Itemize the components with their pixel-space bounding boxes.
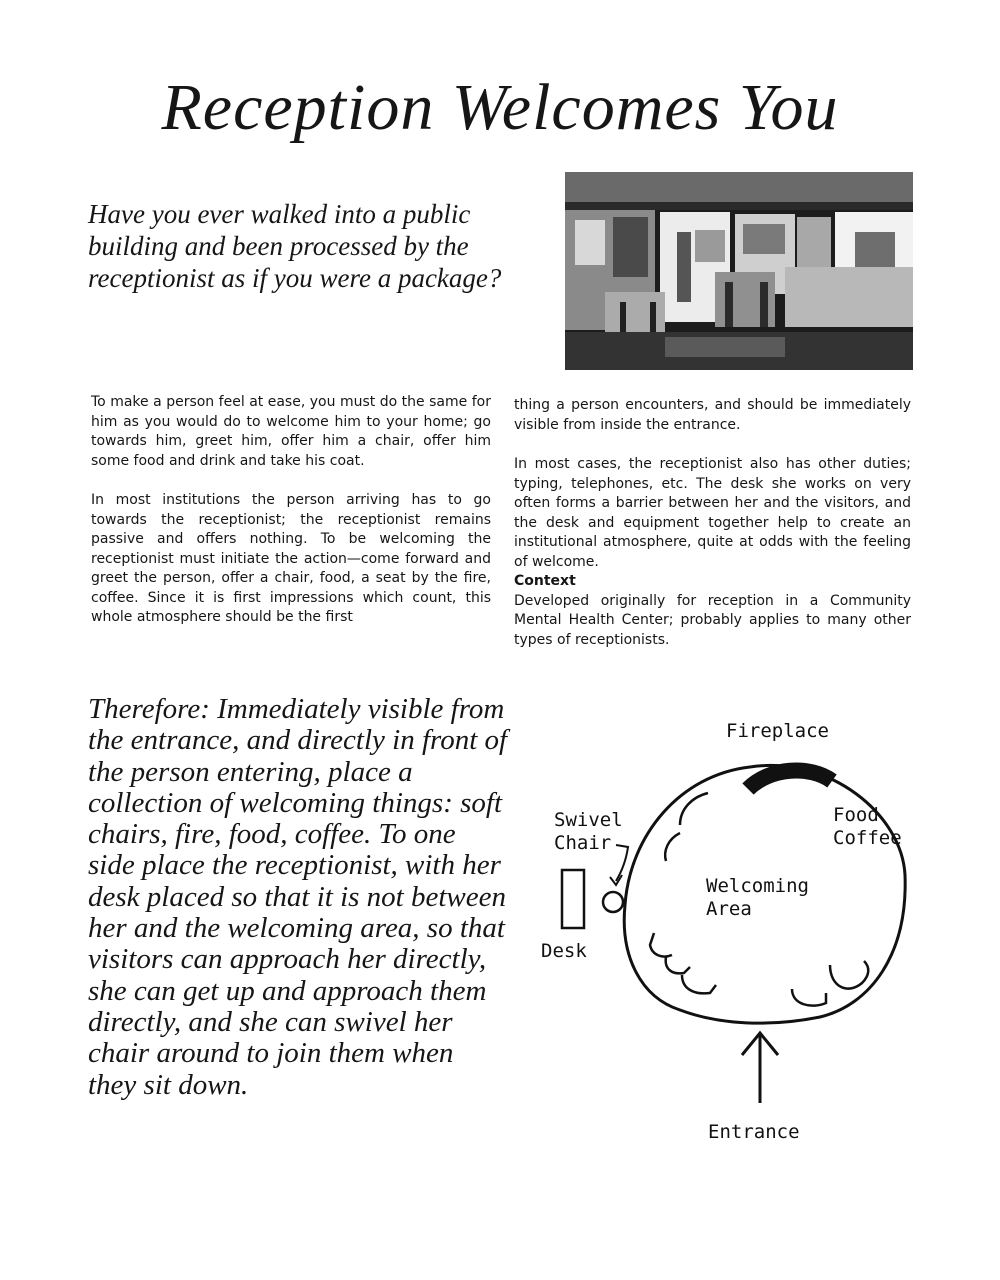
- chair-icon: [830, 961, 868, 989]
- food-label: Food: [833, 804, 879, 826]
- fireplace-icon: [748, 771, 832, 789]
- chair-icon: [682, 975, 716, 993]
- welcoming-area-label: Welcoming: [706, 875, 809, 897]
- coffee-label: Coffee: [833, 827, 902, 849]
- desk-icon: [562, 870, 584, 928]
- body-column-2: [514, 396, 911, 650]
- therefore-statement: Therefore: Immediately visible from the entrance, and directly in front of the person entering, place a collection of welcoming things: soft chairs, fire, food, coffee. To one side place the receptionist, with her desk placed so that it is not between her and the welcoming area, so that visitors can approach her directly, she can get up and approach them directly, and she can swivel her chair around to join them when they sit down.: [88, 693, 508, 1101]
- desk-label: Desk: [541, 940, 587, 962]
- chair-icon: [665, 833, 680, 861]
- context-text: Developed originally for reception in a Community Mental Health Center; probably applies to many other types of receptionists.: [514, 592, 911, 648]
- chair-icon: [666, 957, 690, 973]
- lead-question: Have you ever walked into a public building and been processed by the receptionist as if you were a package?: [88, 199, 502, 293]
- swivel-chair-icon: [603, 892, 623, 912]
- chair-icon: [650, 933, 672, 957]
- chair-icon: [792, 989, 826, 1006]
- page-title: Reception Welcomes You: [161, 71, 839, 144]
- fireplace-label: Fireplace: [726, 720, 829, 742]
- welcoming-area-label-2: Area: [706, 898, 752, 920]
- swivel-chair-label: Swivel: [554, 809, 623, 831]
- reception-room-photo: [565, 172, 913, 370]
- swivel-chair-label-2: Chair: [554, 832, 612, 854]
- body-column-1: [91, 393, 491, 648]
- body-paragraph: thing a person encounters, and should be immediately visible from inside the entrance.: [514, 397, 911, 433]
- body-paragraph: In most cases, the receptionist also has other duties; typing, telephones, etc. The desk she works on very often forms a barrier between her and the visitors, and the desk and equipment together help to create an institutional atmosphere, quite at odds with the feeling of welcome.: [514, 456, 911, 570]
- entrance-label: Entrance: [708, 1121, 800, 1143]
- context-heading: Context: [514, 573, 576, 589]
- welcoming-area-diagram: [530, 705, 930, 1165]
- body-paragraph: In most institutions the person arriving has to go towards the receptionist; the receptionist remains passive and offers nothing. To be welcoming the receptionist must initiate the action—come forward and greet the person, offer a chair, food, a seat by the fire, coffee. Since it is first impressions which count, this whole atmosphere should be the first: [91, 492, 491, 625]
- body-paragraph: To make a person feel at ease, you must do the same for him as you would do to welcome him to your home; go towards him, greet him, offer him a chair, offer him some food and drink and take his coat.: [91, 394, 491, 469]
- chair-icon: [680, 793, 708, 825]
